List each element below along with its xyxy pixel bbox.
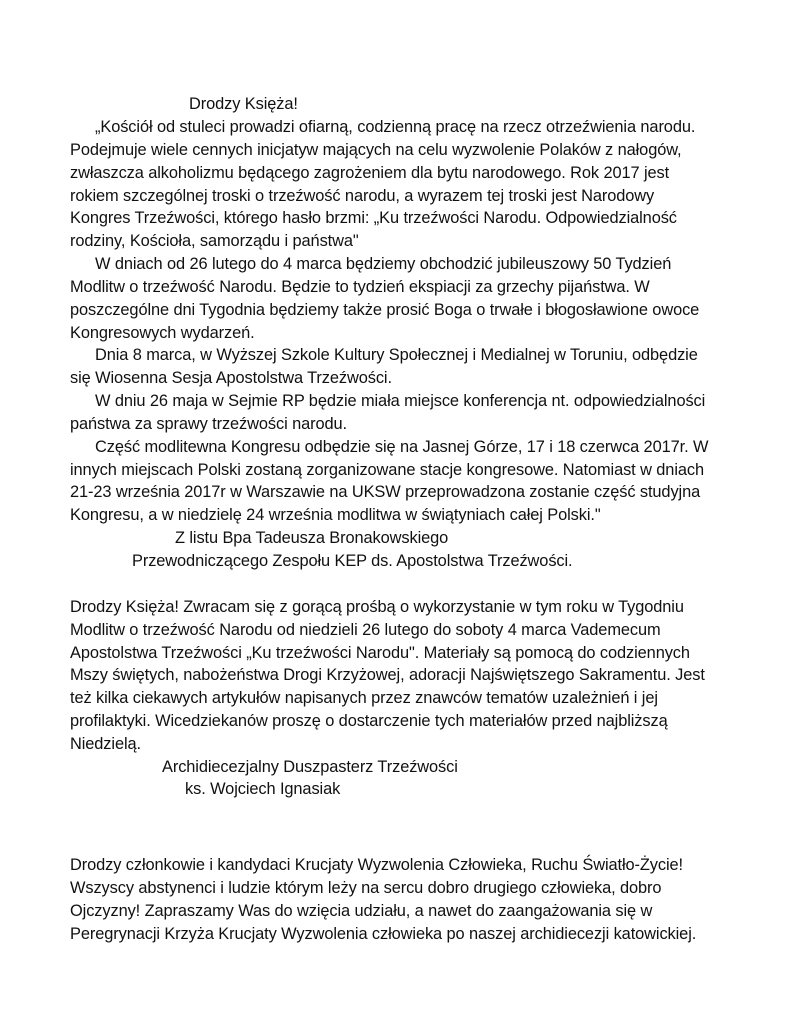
appeal-line: też kilka ciekawych artykułów napisanych przez znawców tematów uzależnień i jej xyxy=(70,689,658,707)
appeal-line: Modlitw o trzeźwość Narodu od niedzieli 26 lutego do soboty 4 marca Vademecum xyxy=(70,621,661,639)
quote-line: W dniach od 26 lutego do 4 marca będziemy obchodzić jubileuszowy 50 Tydzień xyxy=(95,255,672,273)
appeal-line: Drodzy Księża! Zwracam się z gorącą prośbą o wykorzystanie w tym roku w Tygodniu xyxy=(70,598,684,616)
invitation-line: Ojczyzny! Zapraszamy Was do wzięcia udziału, a nawet do zaangażowania się w xyxy=(70,902,653,920)
quote-line: 21-23 września 2017r w Warszawie na UKSW przeprowadzona zostanie część studyjna xyxy=(70,483,701,501)
quote-line: się Wiosenna Sesja Apostolstwa Trzeźwości. xyxy=(70,369,392,387)
appeal-line: Niedzielą. xyxy=(70,735,141,753)
signature-title: Archidiecezjalny Duszpasterz Trzeźwości xyxy=(162,758,458,776)
quote-line: Kongresu, a w niedzielę 24 września modlitwa w świątyniach całej Polski." xyxy=(70,506,601,524)
quote-line: „Kościół od stuleci prowadzi ofiarną, codzienną pracę na rzecz otrzeźwienia narodu. xyxy=(95,118,696,136)
appeal-line: Mszy świętych, nabożeństwa Drogi Krzyżowej, adoracji Najświętszego Sakramentu. Jest xyxy=(70,666,705,684)
invitation-line: Wszyscy abstynenci i ludzie którym leży na sercu dobro drugiego człowieka, dobro xyxy=(70,879,662,897)
quote-line: Modlitw o trzeźwość Narodu. Będzie to tydzień ekspiacji za grzechy pijaństwa. W xyxy=(70,278,650,296)
quote-line: zwłaszcza alkoholizmu będącego zagrożeniem dla bytu narodowego. Rok 2017 jest xyxy=(70,164,670,182)
quote-line: rodziny, Kościoła, samorządu i państwa" xyxy=(70,232,359,250)
quote-line: poszczególne dni Tygodnia będziemy także prosić Boga o trwałe i błogosławione owoce xyxy=(70,301,700,319)
quote-line: Dnia 8 marca, w Wyższej Szkole Kultury Społecznej i Medialnej w Toruniu, odbędzie xyxy=(95,346,698,364)
letter-greeting: Drodzy Księża! xyxy=(189,95,298,113)
quote-line: W dniu 26 maja w Sejmie RP będzie miała miejsce konferencja nt. odpowiedzialności xyxy=(95,392,706,410)
invitation-line: Drodzy członkowie i kandydaci Krucjaty Wyzwolenia Człowieka, Ruchu Światło-Życie! xyxy=(70,856,684,874)
quote-line: państwa za sprawy trzeźwości narodu. xyxy=(70,415,347,433)
quote-line: Kongres Trzeźwości, którego hasło brzmi: „Ku trzeźwości Narodu. Odpowiedzialność xyxy=(70,209,677,227)
signature-name: ks. Wojciech Ignasiak xyxy=(185,780,341,798)
appeal-line: profilaktyki. Wicedziekanów proszę o dostarczenie tych materiałów przed najbliższą xyxy=(70,712,668,730)
attribution-line: Przewodniczącego Zespołu KEP ds. Apostolstwa Trzeźwości. xyxy=(132,552,573,570)
quote-line: innych miejscach Polski zostaną zorganizowane stacje kongresowe. Natomiast w dniach xyxy=(70,461,704,479)
quote-line: Kongresowych wydarzeń. xyxy=(70,324,255,342)
quote-line: Część modlitewna Kongresu odbędzie się na Jasnej Górze, 17 i 18 czerwca 2017r. W xyxy=(95,438,709,456)
appeal-line: Apostolstwa Trzeźwości „Ku trzeźwości Narodu". Materiały są pomocą do codziennych xyxy=(70,644,690,662)
invitation-line: Peregrynacji Krzyża Krucjaty Wyzwolenia człowieka po naszej archidiecezji katowickiej. xyxy=(70,925,697,943)
quote-line: rokiem szczególnej troski o trzeźwość narodu, a wyrazem tej troski jest Narodowy xyxy=(70,187,655,205)
attribution-line: Z listu Bpa Tadeusza Bronakowskiego xyxy=(175,529,449,547)
quote-line: Podejmuje wiele cennych inicjatyw mających na celu wyzwolenie Polaków z nałogów, xyxy=(70,141,682,159)
